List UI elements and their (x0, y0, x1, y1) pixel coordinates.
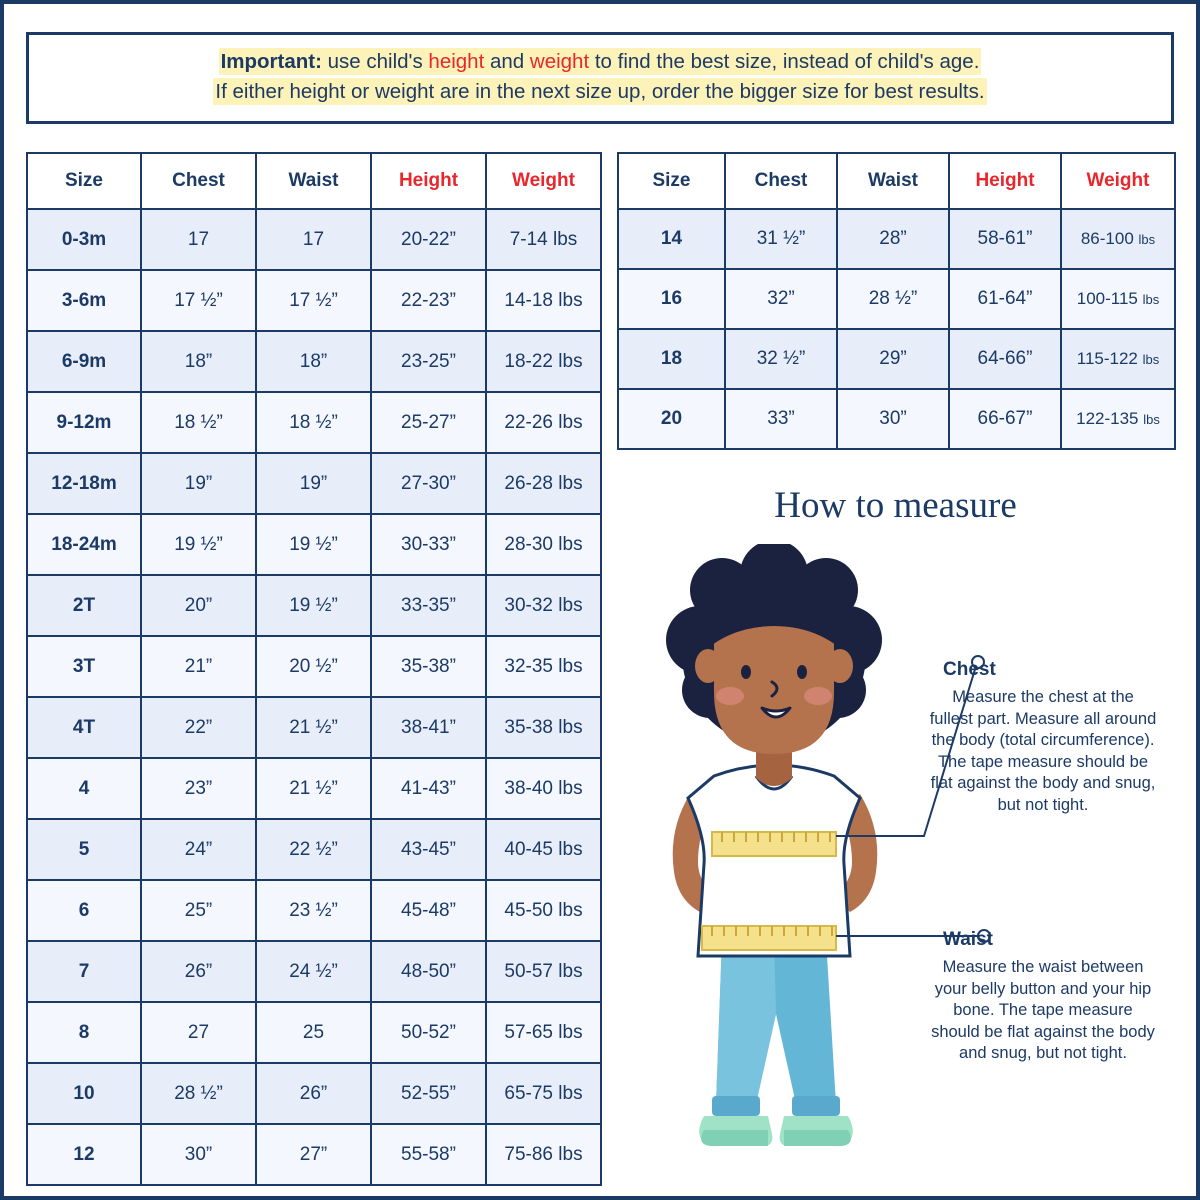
cell-height: 25-27” (371, 392, 486, 453)
pants-left-leg (716, 939, 776, 1104)
cell-height: 20-22” (371, 209, 486, 270)
eye-left (741, 665, 751, 679)
table-row (27, 819, 601, 880)
cell-size: 12 (27, 1124, 141, 1185)
cell-waist: 22 ½” (256, 819, 371, 880)
cell-waist: 30” (837, 389, 949, 449)
cell-size: 18 (618, 329, 725, 389)
shoe-right-sole (784, 1130, 851, 1146)
cell-weight (1061, 209, 1175, 269)
how-to-measure-title: How to measure (774, 485, 1017, 526)
col-header-waist: Waist (256, 153, 371, 209)
cell-chest: 20” (141, 575, 256, 636)
cell-waist: 17 (256, 209, 371, 270)
cell-weight: 7-14 lbs (486, 209, 601, 270)
cell-waist: 26” (256, 1063, 371, 1124)
chest-callout (929, 659, 1157, 816)
cell-chest: 19” (141, 453, 256, 514)
table-row (27, 209, 601, 270)
cell-size: 8 (27, 1002, 141, 1063)
cell-weight (1061, 329, 1175, 389)
cell-waist: 25 (256, 1002, 371, 1063)
cell-height: 23-25” (371, 331, 486, 392)
cell-weight: 22-26 lbs (486, 392, 601, 453)
cell-chest: 30” (141, 1124, 256, 1185)
table-row (618, 389, 1175, 449)
cell-chest: 17 (141, 209, 256, 270)
cell-waist: 28 ½” (837, 269, 949, 329)
notice-line-2 (39, 77, 1161, 107)
cell-chest: 17 ½” (141, 270, 256, 331)
col-header-height: Height (371, 153, 486, 209)
table-header-row (27, 153, 601, 209)
shoe-left-sole (701, 1130, 768, 1146)
cell-chest: 21” (141, 636, 256, 697)
table-row (27, 1124, 601, 1185)
cell-size: 20 (618, 389, 725, 449)
cell-weight: 14-18 lbs (486, 270, 601, 331)
cell-weight: 75-86 lbs (486, 1124, 601, 1185)
cell-height: 22-23” (371, 270, 486, 331)
cell-weight-value: 100-115 (1076, 289, 1138, 308)
cell-waist: 17 ½” (256, 270, 371, 331)
cell-weight-unit: lbs (1138, 232, 1156, 247)
cell-chest: 32” (725, 269, 837, 329)
cell-weight: 26-28 lbs (486, 453, 601, 514)
cell-chest: 22” (141, 697, 256, 758)
table-header-row (618, 153, 1175, 209)
notice-text-b: and (484, 50, 530, 73)
table-row (618, 329, 1175, 389)
waist-callout-label: Waist (943, 929, 993, 950)
cell-waist: 18 ½” (256, 392, 371, 453)
cheek-left (716, 687, 744, 705)
chest-callout-label: Chest (943, 659, 996, 680)
cell-chest: 23” (141, 758, 256, 819)
waist-tape-measure (702, 926, 836, 950)
cell-size: 16 (618, 269, 725, 329)
cell-waist: 24 ½” (256, 941, 371, 1002)
cell-weight: 45-50 lbs (486, 880, 601, 941)
cell-height: 66-67” (949, 389, 1061, 449)
cell-height: 43-45” (371, 819, 486, 880)
cell-waist: 20 ½” (256, 636, 371, 697)
cell-size: 6-9m (27, 331, 141, 392)
cell-waist: 18” (256, 331, 371, 392)
cell-height: 33-35” (371, 575, 486, 636)
cell-chest: 28 ½” (141, 1063, 256, 1124)
cell-chest: 31 ½” (725, 209, 837, 269)
cell-weight: 32-35 lbs (486, 636, 601, 697)
cell-size: 4T (27, 697, 141, 758)
cell-height: 30-33” (371, 514, 486, 575)
cell-chest: 32 ½” (725, 329, 837, 389)
cell-chest: 18” (141, 331, 256, 392)
table-row (27, 453, 601, 514)
col-header-waist: Waist (837, 153, 949, 209)
table-row (27, 392, 601, 453)
cell-weight: 18-22 lbs (486, 331, 601, 392)
cell-chest: 26” (141, 941, 256, 1002)
cell-waist: 23 ½” (256, 880, 371, 941)
cell-weight-value: 122-135 (1076, 409, 1139, 428)
cell-weight: 40-45 lbs (486, 819, 601, 880)
cell-chest: 18 ½” (141, 392, 256, 453)
notice-important-label: Important: (220, 50, 322, 73)
cell-size: 3T (27, 636, 141, 697)
table-row (27, 331, 601, 392)
cell-waist: 29” (837, 329, 949, 389)
waist-callout (929, 929, 1157, 1065)
size-table-infant-youth (26, 152, 602, 1186)
cell-height: 61-64” (949, 269, 1061, 329)
table-row (27, 1002, 601, 1063)
cell-waist: 28” (837, 209, 949, 269)
cell-height: 48-50” (371, 941, 486, 1002)
cell-height: 35-38” (371, 636, 486, 697)
table-row (27, 270, 601, 331)
cell-waist: 21 ½” (256, 697, 371, 758)
cheek-right (804, 687, 832, 705)
cell-waist: 19 ½” (256, 575, 371, 636)
chest-callout-text: Measure the chest at the fullest part. Measure all around the body (total circumference). The tape measure should be flat against the body and snug, but not tight. (929, 688, 1157, 814)
col-header-weight: Weight (1061, 153, 1175, 209)
table-row (618, 269, 1175, 329)
cell-waist: 19” (256, 453, 371, 514)
cell-weight: 57-65 lbs (486, 1002, 601, 1063)
cell-size: 2T (27, 575, 141, 636)
cell-size: 4 (27, 758, 141, 819)
important-notice (26, 32, 1174, 124)
table-row (618, 209, 1175, 269)
child-figure-svg (604, 544, 1184, 1184)
notice-line-1 (39, 47, 1161, 77)
notice-height-word: height (428, 50, 485, 73)
cell-weight-unit: lbs (1142, 292, 1160, 307)
col-header-weight: Weight (486, 153, 601, 209)
table-row (27, 697, 601, 758)
table-row (27, 941, 601, 1002)
cell-size: 14 (618, 209, 725, 269)
notice-weight-word: weight (529, 50, 590, 73)
cell-chest: 25” (141, 880, 256, 941)
table-row (27, 514, 601, 575)
cell-height: 64-66” (949, 329, 1061, 389)
cell-weight: 50-57 lbs (486, 941, 601, 1002)
cell-chest: 27 (141, 1002, 256, 1063)
pants-cuff-left (712, 1096, 760, 1116)
cell-chest: 33” (725, 389, 837, 449)
waist-callout-text: Measure the waist between your belly button and your hip bone. The tape measure should be flat against the body and snug, but not tight. (931, 958, 1155, 1062)
cell-size: 0-3m (27, 209, 141, 270)
cell-height: 45-48” (371, 880, 486, 941)
cell-weight: 35-38 lbs (486, 697, 601, 758)
pants-cuff-right (792, 1096, 840, 1116)
cell-chest: 24” (141, 819, 256, 880)
child-measurement-illustration (604, 544, 1184, 1184)
col-header-size: Size (27, 153, 141, 209)
size-table-teen (617, 152, 1176, 450)
cell-size: 9-12m (27, 392, 141, 453)
cell-size: 3-6m (27, 270, 141, 331)
cell-weight-unit: lbs (1143, 412, 1160, 427)
cell-weight-unit: lbs (1142, 352, 1160, 367)
notice-line-2-text: If either height or weight are in the next size up, order the bigger size for best results. (215, 80, 985, 103)
col-header-chest: Chest (141, 153, 256, 209)
cell-weight (1061, 389, 1175, 449)
cell-chest: 19 ½” (141, 514, 256, 575)
cell-size: 5 (27, 819, 141, 880)
cell-height: 52-55” (371, 1063, 486, 1124)
cell-height: 27-30” (371, 453, 486, 514)
cell-weight: 38-40 lbs (486, 758, 601, 819)
table-row (27, 575, 601, 636)
cell-weight: 28-30 lbs (486, 514, 601, 575)
table-row (27, 636, 601, 697)
cell-waist: 27” (256, 1124, 371, 1185)
eye-right (797, 665, 807, 679)
notice-text-a: use child's (321, 50, 429, 73)
table-row (27, 880, 601, 941)
cell-height: 55-58” (371, 1124, 486, 1185)
cell-height: 58-61” (949, 209, 1061, 269)
cell-size: 6 (27, 880, 141, 941)
cell-size: 10 (27, 1063, 141, 1124)
col-header-size: Size (618, 153, 725, 209)
cell-weight: 30-32 lbs (486, 575, 601, 636)
cell-waist: 19 ½” (256, 514, 371, 575)
cell-weight-value: 86-100 (1080, 229, 1134, 248)
notice-text-c: to find the best size, instead of child's age. (589, 50, 980, 73)
table-row (27, 758, 601, 819)
cell-height: 38-41” (371, 697, 486, 758)
cell-size: 18-24m (27, 514, 141, 575)
cell-weight-value: 115-122 (1076, 349, 1138, 368)
cell-waist: 21 ½” (256, 758, 371, 819)
cell-weight: 65-75 lbs (486, 1063, 601, 1124)
cell-weight (1061, 269, 1175, 329)
cell-height: 41-43” (371, 758, 486, 819)
cell-size: 7 (27, 941, 141, 1002)
col-header-height: Height (949, 153, 1061, 209)
cell-size: 12-18m (27, 453, 141, 514)
cell-height: 50-52” (371, 1002, 486, 1063)
col-header-chest: Chest (725, 153, 837, 209)
table-row (27, 1063, 601, 1124)
